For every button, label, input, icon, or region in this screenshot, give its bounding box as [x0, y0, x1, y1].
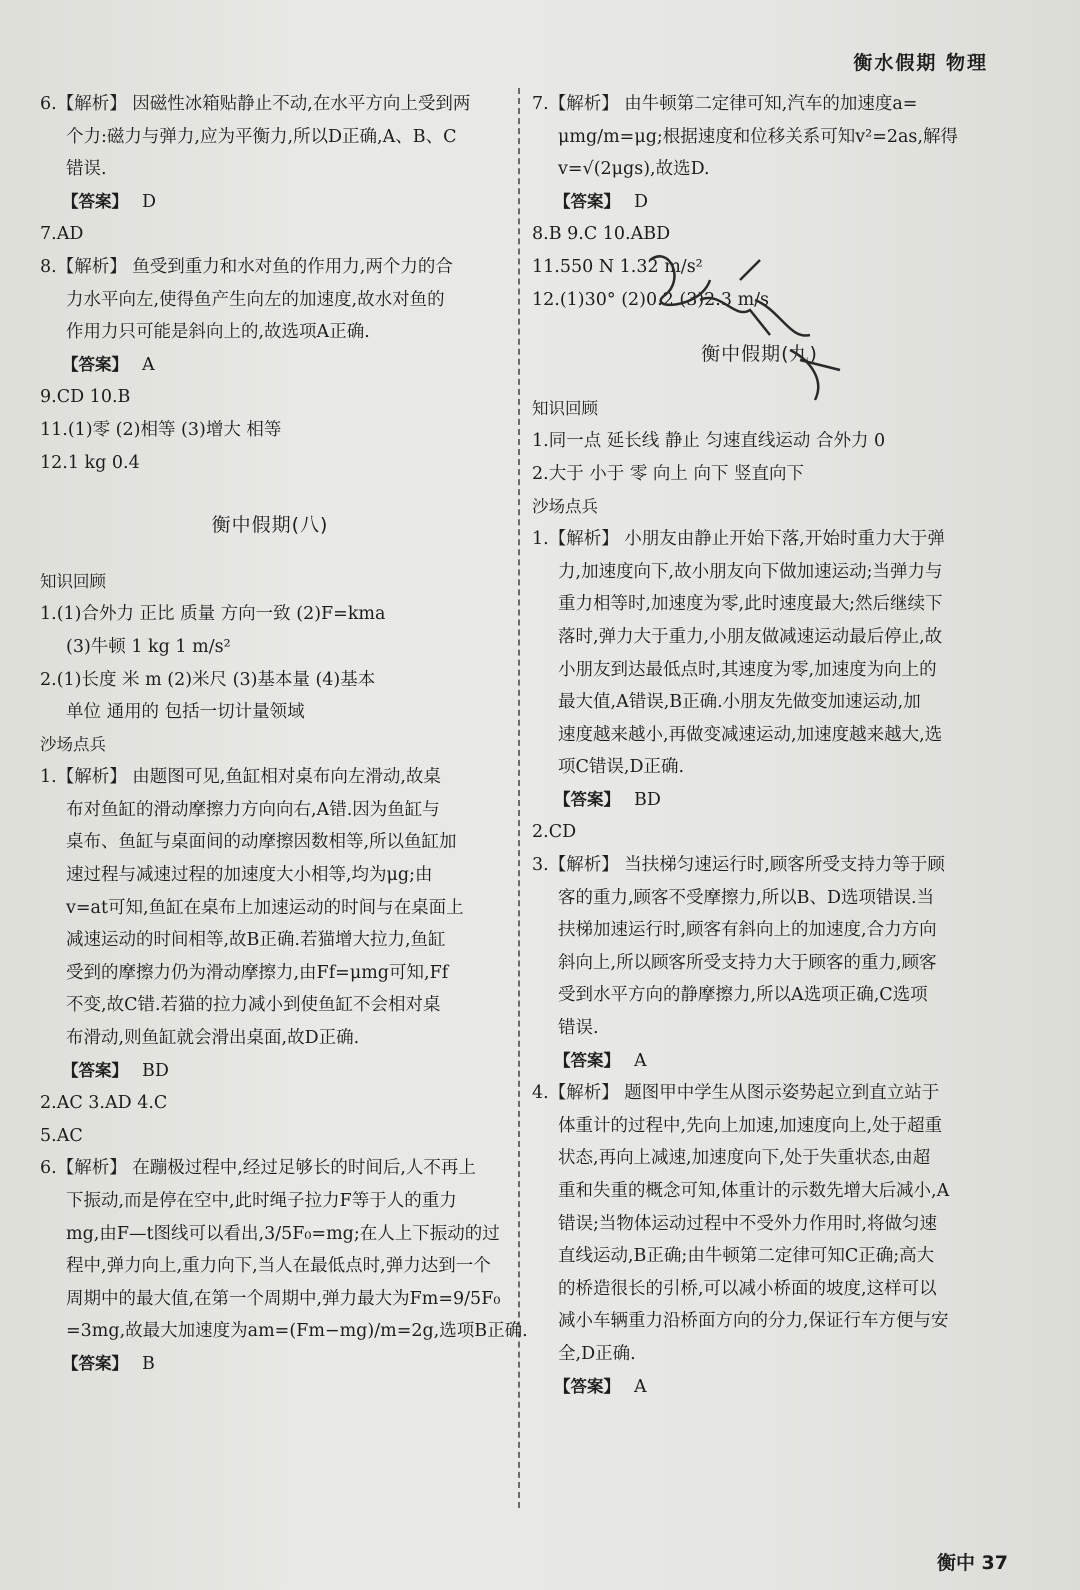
answer-label: 【 答案 】: [554, 790, 620, 809]
subsection-heading: 知识回顾: [40, 571, 106, 591]
text-line: 2.大于 小于 零 向上 向下 竖直向下: [532, 463, 805, 484]
text-line-continuation: 程中,弹力向上,重力向下,当人在最低点时,弹力达到一个: [66, 1256, 491, 1277]
text-line-continuation: 不变,故C错.若猫的拉力减小到使鱼缸不会相对桌: [66, 995, 441, 1016]
text-line-continuation: 客的重力,顾客不受摩擦力,所以B、D选项错误.当: [558, 887, 935, 908]
text-line-continuation: 布滑动,则鱼缸就会滑出桌面,故D正确.: [66, 1028, 360, 1049]
answer-label: 【 答案 】: [554, 1051, 620, 1070]
text-line-continuation: 错误.: [558, 1018, 599, 1039]
text-line-continuation: 减小车辆重力沿桥面方向的分力,保证行车方便与安: [558, 1311, 949, 1332]
subsection-heading: 沙场点兵: [532, 496, 598, 516]
answer-row: [40, 186, 500, 219]
answer-value: BD: [634, 789, 661, 810]
answer-row: [40, 1055, 500, 1088]
answer-value: D: [142, 191, 157, 212]
text-line-continuation: 错误;当物体运动过程中不受外力作用时,将做匀速: [558, 1213, 937, 1234]
text-line: 8.B 9.C 10.ABD: [532, 224, 671, 245]
answer-label: 【 答案 】: [62, 1061, 128, 1080]
text-line-continuation: 的桥造很长的引桥,可以减小桥面的坡度,这样可以: [558, 1278, 937, 1299]
text-line-continuation: 周期中的最大值,在第一个周期中,弹力最大为Fm=9/5F₀: [66, 1288, 501, 1309]
text-line-continuation: v=√(2μgs),故选D.: [558, 159, 710, 180]
text-line-continuation: 受到水平方向的静摩擦力,所以A选项正确,C选项: [558, 985, 928, 1006]
answer-value: D: [634, 191, 649, 212]
text-line: 2.(1)长度 米 m (2)米尺 (3)基本量 (4)基本: [40, 669, 376, 690]
text-line: 1.【解析】 小朋友由静止开始下落,开始时重力大于弹: [532, 529, 945, 550]
text-line: 1.同一点 延长线 静止 匀速直线运动 合外力 0: [532, 431, 886, 452]
text-line-continuation: v=at可知,鱼缸在桌布上加速运动的时间与在桌面上: [66, 897, 464, 918]
answer-value: BD: [142, 1060, 169, 1081]
text-line: 7.AD: [40, 224, 84, 245]
section-title: 衡中假期(八): [211, 514, 329, 537]
answer-label: 【 答案 】: [62, 192, 128, 211]
answer-row: [40, 1348, 500, 1381]
answer-value: B: [142, 1353, 155, 1374]
text-line-continuation: =3mg,故最大加速度为am=(Fm−mg)/m=2g,选项B正确.: [66, 1321, 528, 1342]
text-line: 8.【解析】 鱼受到重力和水对鱼的作用力,两个力的合: [40, 256, 453, 277]
text-line-continuation: 力,加速度向下,故小朋友向下做加速运动;当弹力与: [558, 561, 943, 582]
answer-label: 【 答案 】: [62, 1354, 128, 1373]
text-line: 11.550 N 1.32 m/s²: [532, 256, 703, 277]
text-line-continuation: 全,D正确.: [558, 1343, 636, 1364]
answer-value: A: [634, 1376, 647, 1397]
text-line-continuation: mg,由F—t图线可以看出,3/5F₀=mg;在人上下振动的过: [66, 1223, 500, 1244]
answer-row: [532, 1371, 987, 1404]
text-line: 2.AC 3.AD 4.C: [40, 1093, 168, 1114]
text-line-continuation: 直线运动,B正确;由牛顿第二定律可知C正确;高大: [558, 1246, 935, 1267]
section-title: 衡中假期(九): [701, 343, 818, 366]
text-line: 2.CD: [532, 822, 577, 843]
answer-value: A: [634, 1050, 647, 1071]
answer-row: [532, 784, 987, 817]
left-column: [40, 88, 528, 1381]
answer-row: [40, 349, 500, 382]
text-line-continuation: 项C错误,D正确.: [558, 757, 685, 778]
text-line: 6.【解析】 在蹦极过程中,经过足够长的时间后,人不再上: [40, 1158, 476, 1179]
text-line-continuation: 力水平向左,使得鱼产生向左的加速度,故水对鱼的: [66, 289, 445, 310]
page-header: 衡水假期 物理: [853, 52, 988, 74]
text-line-continuation: 单位 通用的 包括一切计量领域: [66, 702, 305, 723]
text-line: 12.1 kg 0.4: [40, 452, 140, 473]
text-line-continuation: 速过程与减速过程的加速度大小相等,均为μg;由: [66, 865, 433, 886]
text-line-continuation: 落时,弹力大于重力,小朋友做减速运动最后停止,故: [558, 626, 943, 647]
text-line-continuation: 作用力只可能是斜向上的,故选项A正确.: [66, 322, 370, 343]
text-line: 5.AC: [40, 1125, 83, 1146]
text-line-continuation: 错误.: [66, 159, 107, 180]
right-column: [532, 88, 987, 1403]
column-divider: [518, 88, 520, 1508]
text-line-continuation: μmg/m=μg;根据速度和位移关系可知v²=2as,解得: [558, 126, 958, 147]
text-line-continuation: 斜向上,所以顾客所受支持力大于顾客的重力,顾客: [558, 952, 937, 973]
text-line: 11.(1)零 (2)相等 (3)增大 相等: [40, 419, 282, 440]
text-line-continuation: 重和失重的概念可知,体重计的示数先增大后减小,A: [558, 1181, 950, 1201]
text-line-continuation: 体重计的过程中,先向上加速,加速度向上,处于超重: [558, 1115, 943, 1136]
answer-value: A: [142, 354, 155, 375]
text-line-continuation: 速度越来越小,再做变减速运动,加速度越来越大,选: [558, 724, 943, 745]
answer-label: 【 答案 】: [554, 192, 620, 211]
answer-row: [532, 1045, 987, 1078]
answer-row: [532, 186, 987, 219]
text-line-continuation: (3)牛顿 1 kg 1 m/s²: [66, 636, 231, 657]
answer-label: 【 答案 】: [554, 1377, 620, 1396]
text-line: 3.【解析】 当扶梯匀速运行时,顾客所受支持力等于顾: [532, 855, 945, 876]
text-line: 6.【解析】 因磁性冰箱贴静止不动,在水平方向上受到两: [40, 94, 471, 114]
text-line: 1.(1)合外力 正比 质量 方向一致 (2)F=kma: [40, 604, 386, 625]
text-line: 7.【解析】 由牛顿第二定律可知,汽车的加速度a=: [532, 94, 918, 114]
text-line-continuation: 重力相等时,加速度为零,此时速度最大;然后继续下: [558, 594, 943, 615]
text-line: 9.CD 10.B: [40, 387, 131, 408]
text-line-continuation: 减速运动的时间相等,故B正确.若猫增大拉力,鱼缸: [66, 930, 446, 951]
text-line-continuation: 小朋友到达最低点时,其速度为零,加速度为向上的: [558, 659, 937, 680]
text-line-continuation: 最大值,A错误,B正确.小朋友先做变加速运动,加: [558, 692, 921, 713]
text-line-continuation: 布对鱼缸的滑动摩擦力方向向右,A错.因为鱼缸与: [66, 799, 440, 820]
text-line: 12.(1)30° (2)0.2 (3)2.3 m/s: [532, 289, 770, 310]
text-line: 4.【解析】 题图甲中学生从图示姿势起立到直立站于: [532, 1083, 940, 1104]
subsection-heading: 沙场点兵: [40, 734, 106, 754]
answer-label: 【 答案 】: [62, 355, 128, 374]
text-line-continuation: 个力:磁力与弹力,应为平衡力,所以D正确,A、B、C: [66, 126, 457, 147]
text-line-continuation: 状态,再向上减速,加速度向下,处于失重状态,由超: [558, 1148, 931, 1169]
text-line-continuation: 下振动,而是停在空中,此时绳子拉力F等于人的重力: [66, 1191, 457, 1211]
text-line-continuation: 受到的摩擦力仍为滑动摩擦力,由Ff=μmg可知,Ff: [66, 962, 449, 983]
text-line-continuation: 桌布、鱼缸与桌面间的动摩擦因数相等,所以鱼缸加: [66, 832, 457, 853]
text-line: 1.【解析】 由题图可见,鱼缸相对桌布向左滑动,故桌: [40, 767, 441, 788]
page-footer: 衡中 37: [936, 1552, 1008, 1574]
text-line-continuation: 扶梯加速运行时,顾客有斜向上的加速度,合力方向: [558, 920, 937, 941]
subsection-heading: 知识回顾: [532, 398, 598, 418]
